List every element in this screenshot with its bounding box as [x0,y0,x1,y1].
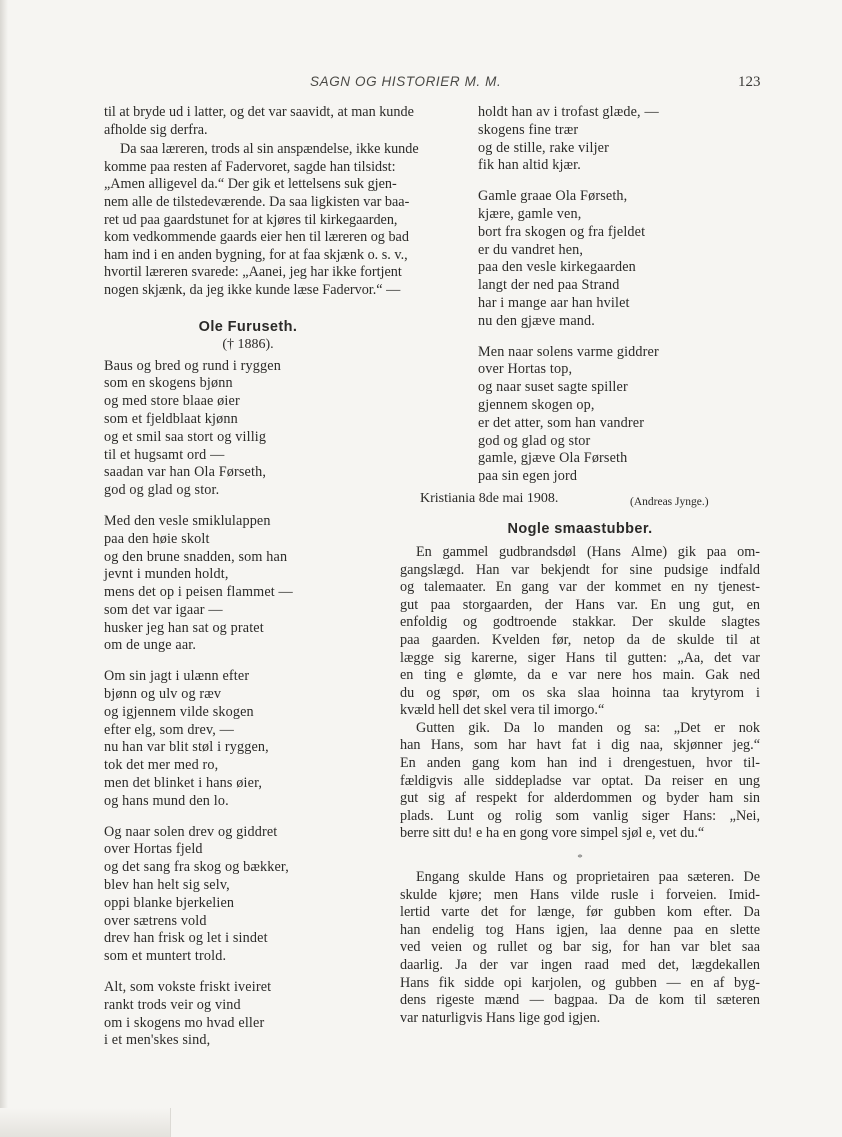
poem-stanza [478,188,760,330]
verse-line: til et hugsamt ord — [104,446,225,463]
verse-line: langt der ned paa Strand [478,277,620,294]
text-line: skulde kjøre; men Hans vilde rusle i forveien. Imid- [400,886,760,903]
poem-stanza [478,104,760,175]
verse-line: jevnt i munden holdt, [104,566,229,583]
verse-line: Med den vesle smiklulappen [104,512,271,529]
text-line: enfoldig og godtroende stakkar. Der skulde slagtes [400,614,760,631]
verse-line: bort fra skogen og fra fjeldet [478,223,646,240]
verse-line: har i mange aar han hvilet [478,294,630,311]
verse-line: og et smil saa stort og villig [104,428,267,445]
story-paragraph [400,869,760,1027]
poem-stanza [478,344,760,486]
verse-line: og de stille, rake viljer [478,139,610,156]
story-paragraph [400,544,760,720]
intro-paragraph [104,104,414,139]
text-line: afholde sig derfra. [104,121,208,138]
text-line: paa gaarden. Kvelden før, netop da de skulde til at [400,631,760,648]
verse-line: Om sin jagt i ulænn efter [104,668,250,685]
text-line: ham ind i en anden bygning, for at faa skjænk o. s. v., [104,246,408,263]
verse-line: kjære, gamle ven, [478,205,582,222]
verse-line: skogens fine trær [478,121,579,138]
verse-line: i et men'skes sind, [104,1032,211,1049]
text-line: Hans fik sidde opi karjolen, og gubben — en af byg- [400,974,760,991]
left-column [104,104,419,1063]
text-line: nem alle de tilstedeværende. Da saa ligkisten var baa- [104,193,410,210]
text-line: ved veien og rullet og bar sig, for han var blet saa [400,939,760,956]
verse-line: nu han var blit støl i ryggen, [104,739,269,756]
verse-line: som det var igaar — [104,601,223,618]
section-separator: * [577,852,583,865]
verse-line: Baus og bred og rund i ryggen [104,357,281,374]
poem-signature [420,490,760,508]
verse-line: om de unge aar. [104,637,197,654]
verse-line: blev han helt sig selv, [104,877,230,894]
verse-line: som et muntert trold. [104,948,227,965]
signature-author: (Andreas Jynge.) [630,495,709,508]
text-line: Gutten gik. Da lo manden og sa: „Det er nok [416,719,760,736]
text-line: kvæld hell det skel vera til imorgo.“ [400,702,605,719]
text-line: til at bryde ud i latter, og det var saavidt, at man kunde [104,104,414,120]
text-line: En anden gang kom han ind i drengestuen, hvor til- [400,755,760,772]
verse-line: og den brune snadden, som han [104,548,288,565]
verse-line: nu den gjæve mand. [478,312,595,329]
page-left-edge [0,0,8,1137]
poem-stanza [104,824,392,966]
verse-line: er det atter, som han vandrer [478,414,645,431]
verse-line: over Hortas top, [478,361,573,378]
text-line: han Hans, som har havt fat i dig naa, skjønner jeg.“ [400,737,760,754]
verse-line: over sætrens vold [104,912,207,929]
verse-line: holdt han av i trofast glæde, — [478,104,659,120]
verse-line: paa den høie skolt [104,530,210,547]
signature-place-date: Kristiania 8de mai 1908. [420,490,559,506]
text-line: og talemaater. En gang var der kommet en ny tjenest- [400,579,760,596]
text-line: lægge sig karerne, siger Hans til gutten: „Aa, det var [400,649,760,666]
verse-line: oppi blanke bjerkelien [104,894,235,911]
text-line: nogen skjænk, da jeg ikke kunde læse Fadervor.“ — [104,281,401,298]
page-number: 123 [738,74,761,90]
text-line: gangslægd. Han var bekjendt for sine pudsige indfald [400,561,760,578]
section-title: Nogle smaastubber. [507,520,653,537]
verse-line: paa den vesle kirkegaarden [478,259,636,276]
text-line: lertid varte det for længe, før gubben kom efter. Da [400,904,760,921]
verse-line: og med store blaae øier [104,393,240,410]
verse-line: og det sang fra skog og bækker, [104,859,289,876]
verse-line: paa sin egen jord [478,468,578,485]
story-paragraph [400,720,760,843]
text-line: En gammel gudbrandsdøl (Hans Alme) gik paa om- [416,543,760,560]
running-title: SAGN OG HISTORIER M. M. [310,74,502,89]
text-line: berre sitt du! e ha en gong vore simpel sjøl e, vet du.“ [400,825,705,842]
text-line: du og spør, om os ska slaa hoinna taa krytyrom i [400,684,760,701]
verse-line: som en skogens bjønn [104,375,233,392]
verse-line: efter elg, som drev, — [104,721,235,738]
text-line: hvortil læreren svarede: „Aanei, jeg har ikke fortjent [104,264,402,281]
verse-line: god og glad og stor. [104,482,220,499]
verse-line: gjennem skogen op, [478,396,595,413]
poem-stanza [104,979,392,1050]
verse-line: og naar suset sagte spiller [478,379,628,396]
text-line: gut paa storgaarden, der Hans var. En ung gut, en [400,596,760,613]
text-line: kom vedkommende gaards eier hen til læreren og bad [104,229,409,246]
right-column [400,104,760,1027]
text-line: daarlig. Ja der var ingen raad med det, lægdekallen [400,957,760,973]
verse-line: Gamle graae Ola Førseth, [478,188,628,205]
verse-line: om i skogens mo hvad eller [104,1014,265,1031]
verse-line: Men naar solens varme giddrer [478,343,659,360]
text-line: gut sig af respekt for alderdommen og byder ham sin [400,790,760,807]
text-line: Da saa læreren, trods al sin anspændelse, ikke kunde [120,141,419,158]
verse-line: drev han frisk og let i sindet [104,930,268,947]
verse-line: men det blinket i hans øier, [104,775,263,792]
verse-line: mens det op i peisen flammet — [104,584,293,601]
poem-stanza [104,358,392,500]
poem-dates: († 1886). [222,336,274,352]
text-line: han endelig tog Hans igjen, laa denne paa en slette [400,921,760,938]
verse-line: Og naar solen drev og giddret [104,823,278,840]
verse-line: Alt, som vokste friskt iveiret [104,979,272,996]
verse-line: fik han altid kjær. [478,157,581,174]
verse-line: er du vandret hen, [478,241,584,258]
verse-line: bjønn og ulv og ræv [104,686,222,703]
page-bottom-tab [0,1108,171,1137]
verse-line: tok det mer med ro, [104,757,219,774]
verse-line: over Hortas fjeld [104,841,203,858]
text-line: fældigvis alle siddepladse var optat. Da reiser en ung [400,772,760,789]
poem-title: Ole Furuseth. [198,318,298,335]
verse-line: som et fjeldblaat kjønn [104,410,238,427]
text-line: Engang skulde Hans og proprietairen paa sæteren. De [416,869,760,886]
poem-stanza [104,668,392,810]
text-line: var naturligvis Hans lige god igjen. [400,1009,601,1026]
verse-line: rankt trods veir og vind [104,996,241,1013]
verse-line: gamle, gjæve Ola Førseth [478,450,628,467]
verse-line: saadan var han Ola Førseth, [104,464,267,481]
paragraph-2 [104,141,419,299]
text-line: ret ud paa gaardstunet for at kjøres til kirkegaarden, [104,211,398,228]
text-line: dens rigeste mænd — bagpaa. Da de kom til sæteren [400,992,760,1009]
verse-line: god og glad og stor [478,432,591,449]
text-line: en ting e glømte, da e var nere hos main. Gak ned [400,667,760,684]
text-line: „Amen alligevel da.“ Der gik et lettelsens suk gjen- [104,176,397,193]
verse-line: husker jeg han sat og pratet [104,619,264,636]
verse-line: og hans mund den lo. [104,792,229,809]
text-line: plads. Lunt og rolig som vanlig siger Hans: „Nei, [400,807,760,824]
verse-line: og igjennem vilde skogen [104,703,254,720]
poem-stanza [104,513,392,655]
text-line: komme paa resten af Fadervoret, sagde han tilsidst: [104,158,396,175]
